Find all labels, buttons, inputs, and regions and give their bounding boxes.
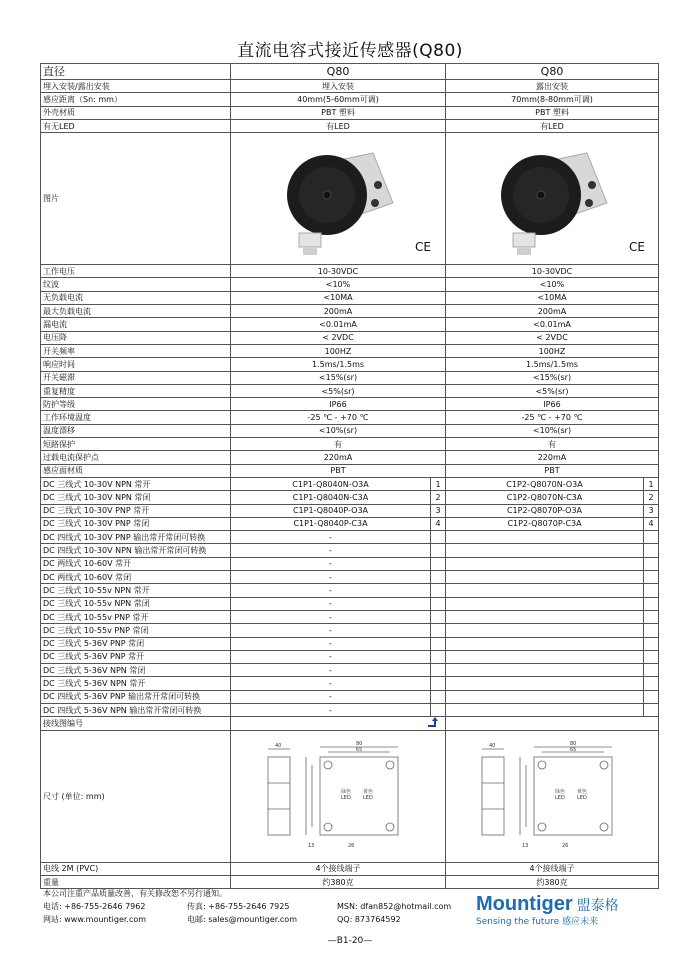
svg-text:绿色: 绿色 — [341, 788, 352, 795]
model-col1: - — [231, 703, 431, 716]
svg-text:65: 65 — [356, 746, 363, 753]
value-col1: PBT — [231, 464, 446, 477]
row-label: DC 两线式 10-60V 常开 — [41, 557, 231, 570]
model-col2 — [446, 664, 644, 677]
row-label: 接线图编号 — [41, 717, 231, 730]
value-col1: <0.01mA — [231, 318, 446, 331]
value-col1: 200mA — [231, 305, 446, 318]
model-col2 — [446, 690, 644, 703]
value-col2: <15%(sr) — [446, 371, 659, 384]
model-row — [41, 664, 659, 677]
ce-mark: CE — [629, 239, 645, 254]
model-row — [41, 637, 659, 650]
ce-mark: CE — [415, 239, 431, 254]
wiring-no-col2 — [644, 544, 659, 557]
model-col2 — [446, 637, 644, 650]
model-col2 — [446, 557, 644, 570]
value-col2: PBT — [446, 464, 659, 477]
value-col1: 4个接线端子 — [231, 862, 446, 875]
wiring-no-col1 — [431, 637, 446, 650]
spec-row — [41, 411, 659, 424]
header-col1: Q80 — [231, 64, 446, 80]
model-col2 — [446, 531, 644, 544]
row-label: 响应时间 — [41, 358, 231, 371]
value-col2: 约380克 — [446, 875, 659, 888]
footer-email[interactable]: 电邮: sales@mountiger.com — [187, 915, 297, 924]
value-col2: <0.01mA — [446, 318, 659, 331]
footer-qq: QQ: 873764592 — [337, 915, 401, 924]
row-label: DC 四线式 10-30V NPN 输出常开常闭可转换 — [41, 544, 231, 557]
row-label: DC 四线式 5-36V NPN 输出常开常闭可转换 — [41, 703, 231, 716]
value-col2: 200mA — [446, 305, 659, 318]
wiring-no-col1: 2 — [431, 491, 446, 504]
value-col1: 100HZ — [231, 344, 446, 357]
value-col1: -25 ℃ - +70 ℃ — [231, 411, 446, 424]
page-number: —B1-20— — [327, 936, 373, 946]
spec-row — [41, 344, 659, 357]
spec-row — [41, 358, 659, 371]
spec-table — [40, 63, 659, 889]
row-label: 工作电压 — [41, 265, 231, 278]
value-col1: 220mA — [231, 451, 446, 464]
wiring-no-col2 — [644, 650, 659, 663]
svg-text:LED: LED — [341, 794, 351, 801]
row-label: 开关频率 — [41, 344, 231, 357]
model-row — [41, 571, 659, 584]
wiring-no-col1 — [431, 624, 446, 637]
page-title: 直流电容式接近传感器(Q80) — [237, 41, 463, 61]
row-label: 开关磁滞 — [41, 371, 231, 384]
svg-text:黄色: 黄色 — [577, 788, 588, 795]
spec-row — [41, 464, 659, 477]
svg-text:LED: LED — [363, 794, 373, 801]
row-label: DC 三线式 5-36V PNP 常开 — [41, 650, 231, 663]
row-label: 温度漂移 — [41, 424, 231, 437]
svg-text:绿色: 绿色 — [555, 788, 566, 795]
model-col1: - — [231, 650, 431, 663]
wiring-no-col1 — [431, 703, 446, 716]
wiring-no-col1 — [431, 584, 446, 597]
value-col2: 1.5ms/1.5ms — [446, 358, 659, 371]
svg-text:80: 80 — [570, 740, 577, 747]
wiring-no-col1 — [431, 677, 446, 690]
wiring-no-col1 — [431, 610, 446, 623]
footer-msn: MSN: dfan852@hotmail.com — [337, 902, 452, 911]
wiring-cell-col1 — [231, 717, 446, 730]
value-col2: PBT 塑料 — [446, 106, 659, 119]
spec-row — [41, 331, 659, 344]
model-row — [41, 491, 659, 504]
spec-row — [41, 451, 659, 464]
row-label: 感应面材质 — [41, 464, 231, 477]
wiring-no-col1 — [431, 557, 446, 570]
wiring-row — [41, 717, 659, 730]
model-col2 — [446, 624, 644, 637]
row-label: 过载电流保护点 — [41, 451, 231, 464]
model-row — [41, 650, 659, 663]
row-label: DC 三线式 10-30V PNP 常闭 — [41, 517, 231, 530]
cable-row — [41, 862, 659, 875]
spec-row — [41, 305, 659, 318]
row-label: DC 三线式 5-36V NPN 常闭 — [41, 664, 231, 677]
model-col1: C1P1-Q8040P-O3A — [231, 504, 431, 517]
value-col2: 100HZ — [446, 344, 659, 357]
model-col2: C1P2-Q8070P-O3A — [446, 504, 644, 517]
model-col2 — [446, 584, 644, 597]
spec-row — [41, 424, 659, 437]
picture-cell — [231, 133, 446, 265]
row-label: DC 三线式 5-36V NPN 常开 — [41, 677, 231, 690]
spec-row — [41, 438, 659, 451]
model-col2 — [446, 544, 644, 557]
header-col2: Q80 — [446, 64, 659, 80]
sensor-photo — [457, 139, 647, 259]
value-col1: 40mm(5-60mm可调) — [231, 93, 446, 106]
brand-cn: 盟泰格 — [576, 898, 619, 914]
value-col1: <15%(sr) — [231, 371, 446, 384]
model-col1: - — [231, 677, 431, 690]
svg-text:13: 13 — [522, 842, 529, 849]
value-col2: 露出安装 — [446, 80, 659, 93]
value-col2: 10-30VDC — [446, 265, 659, 278]
spec-row — [41, 384, 659, 397]
row-label: 纹波 — [41, 278, 231, 291]
row-label: 无负载电流 — [41, 291, 231, 304]
row-label: 防护等级 — [41, 398, 231, 411]
brand-tag-cn: 感应未来 — [562, 917, 599, 927]
value-col1: 埋入安装 — [231, 80, 446, 93]
spec-row — [41, 398, 659, 411]
value-col2: 70mm(8-80mm可调) — [446, 93, 659, 106]
model-col2: C1P2-Q8070N-O3A — [446, 477, 644, 490]
wiring-no-col2 — [644, 557, 659, 570]
svg-text:13: 13 — [308, 842, 315, 849]
wiring-no-col1: 1 — [431, 477, 446, 490]
svg-text:26: 26 — [348, 842, 355, 849]
model-col1: - — [231, 584, 431, 597]
row-label: DC 三线式 10-30V NPN 常开 — [41, 477, 231, 490]
row-label: 图片 — [41, 133, 231, 265]
row-label: DC 三线式 10-30V PNP 常开 — [41, 504, 231, 517]
row-label: DC 四线式 5-36V PNP 输出常开常闭可转换 — [41, 690, 231, 703]
brand-name: Mountiger — [476, 893, 573, 915]
spec-row — [41, 278, 659, 291]
row-label: 电线 2M (PVC) — [41, 862, 231, 875]
value-col1: IP66 — [231, 398, 446, 411]
wiring-no-col2: 2 — [644, 491, 659, 504]
footer-website[interactable]: 网站: www.mountiger.com — [43, 915, 147, 924]
row-label: DC 四线式 10-30V PNP 输出常开常闭可转换 — [41, 531, 231, 544]
model-col1: - — [231, 637, 431, 650]
value-col2: < 2VDC — [446, 331, 659, 344]
row-label: DC 三线式 10-30V NPN 常闭 — [41, 491, 231, 504]
row-label: 埋入安装/露出安装 — [41, 80, 231, 93]
wiring-no-col2 — [644, 531, 659, 544]
svg-text:80: 80 — [356, 740, 363, 747]
model-row — [41, 544, 659, 557]
spec-row — [41, 119, 659, 132]
row-label: DC 两线式 10-60V 常闭 — [41, 571, 231, 584]
dimension-drawing — [248, 735, 428, 855]
wiring-no-col2 — [644, 597, 659, 610]
wiring-no-col2 — [644, 637, 659, 650]
brand-logo — [476, 893, 619, 927]
spec-row — [41, 80, 659, 93]
row-label: 重复精度 — [41, 384, 231, 397]
header-label: 直径 — [41, 64, 231, 80]
row-label: 短路保护 — [41, 438, 231, 451]
value-col2: 有 — [446, 438, 659, 451]
model-row — [41, 703, 659, 716]
dimension-drawing — [462, 735, 642, 855]
value-col2: <5%(sr) — [446, 384, 659, 397]
spec-row — [41, 291, 659, 304]
model-col2 — [446, 703, 644, 716]
spec-row — [41, 265, 659, 278]
wiring-no-col1 — [431, 664, 446, 677]
model-col2 — [446, 610, 644, 623]
value-col2: 有LED — [446, 119, 659, 132]
model-col1: - — [231, 597, 431, 610]
value-col1: <10% — [231, 278, 446, 291]
model-col1: - — [231, 544, 431, 557]
row-label: 漏电流 — [41, 318, 231, 331]
model-row — [41, 624, 659, 637]
model-col2 — [446, 650, 644, 663]
svg-text:40: 40 — [489, 742, 496, 749]
value-col2: 4个接线端子 — [446, 862, 659, 875]
wiring-no-col2 — [644, 610, 659, 623]
dimension-row — [41, 730, 659, 862]
footer-notice: 本公司注重产品质量改善，有关修改恕不另行通知。 — [43, 889, 227, 898]
value-col2: <10% — [446, 278, 659, 291]
wiring-no-col2: 1 — [644, 477, 659, 490]
spec-row — [41, 371, 659, 384]
model-col1: C1P1-Q8040N-O3A — [231, 477, 431, 490]
row-label: DC 三线式 5-36V PNP 常闭 — [41, 637, 231, 650]
value-col1: 1.5ms/1.5ms — [231, 358, 446, 371]
model-col1: - — [231, 624, 431, 637]
row-label: DC 三线式 10-55v NPN 常开 — [41, 584, 231, 597]
svg-text:LED: LED — [577, 794, 587, 801]
value-col1: <5%(sr) — [231, 384, 446, 397]
model-col1: - — [231, 664, 431, 677]
spec-row — [41, 106, 659, 119]
picture-cell — [446, 133, 659, 265]
wiring-no-col2 — [644, 677, 659, 690]
svg-text:26: 26 — [562, 842, 569, 849]
model-col2: C1P2-Q8070N-C3A — [446, 491, 644, 504]
value-col1: <10MA — [231, 291, 446, 304]
footer-fax: 传真: +86-755-2646 7925 — [187, 902, 290, 911]
value-col1: PBT 塑料 — [231, 106, 446, 119]
row-label: DC 三线式 10-55v PNP 常闭 — [41, 624, 231, 637]
model-col2 — [446, 571, 644, 584]
wiring-no-col2 — [644, 690, 659, 703]
row-label: 外壳材质 — [41, 106, 231, 119]
value-col1: 有 — [231, 438, 446, 451]
model-row — [41, 531, 659, 544]
model-col1: - — [231, 557, 431, 570]
wiring-no-col2 — [644, 571, 659, 584]
model-col1: C1P1-Q8040P-C3A — [231, 517, 431, 530]
header-row — [41, 64, 659, 80]
value-col1: 10-30VDC — [231, 265, 446, 278]
value-col1: 有LED — [231, 119, 446, 132]
value-col1: 约380克 — [231, 875, 446, 888]
spec-row — [41, 93, 659, 106]
wiring-no-col2: 3 — [644, 504, 659, 517]
footer — [43, 887, 451, 926]
wiring-no-col2: 4 — [644, 517, 659, 530]
model-row — [41, 584, 659, 597]
value-col2: 220mA — [446, 451, 659, 464]
value-col2: IP66 — [446, 398, 659, 411]
model-col1: - — [231, 610, 431, 623]
row-label: 有无LED — [41, 119, 231, 132]
wiring-no-col1 — [431, 597, 446, 610]
svg-text:40: 40 — [275, 742, 282, 749]
wiring-cell-col2 — [446, 717, 659, 730]
row-label: 最大负载电流 — [41, 305, 231, 318]
footer-tel: 电话: +86-755-2646 7962 — [43, 902, 146, 911]
dimension-cell — [231, 730, 446, 862]
model-col2: C1P2-Q8070P-C3A — [446, 517, 644, 530]
value-col1: <10%(sr) — [231, 424, 446, 437]
wiring-no-col1: 4 — [431, 517, 446, 530]
model-row — [41, 690, 659, 703]
spec-row — [41, 318, 659, 331]
svg-text:黄色: 黄色 — [363, 788, 374, 795]
wiring-no-col1 — [431, 571, 446, 584]
wiring-no-col1 — [431, 690, 446, 703]
wiring-no-col1 — [431, 531, 446, 544]
value-col1: < 2VDC — [231, 331, 446, 344]
value-col2: -25 ℃ - +70 ℃ — [446, 411, 659, 424]
wiring-no-col1 — [431, 544, 446, 557]
row-label: 重量 — [41, 875, 231, 888]
model-col2 — [446, 597, 644, 610]
svg-text:65: 65 — [570, 746, 577, 753]
model-row — [41, 477, 659, 490]
brand-tagline: Sensing the future — [476, 917, 560, 927]
wiring-no-col1: 3 — [431, 504, 446, 517]
model-col1: C1P1-Q8040N-C3A — [231, 491, 431, 504]
model-row — [41, 610, 659, 623]
row-label: DC 三线式 10-55v PNP 常开 — [41, 610, 231, 623]
dimension-cell — [446, 730, 659, 862]
wiring-no-col2 — [644, 664, 659, 677]
model-col1: - — [231, 531, 431, 544]
wiring-no-col2 — [644, 703, 659, 716]
value-col2: <10%(sr) — [446, 424, 659, 437]
model-row — [41, 557, 659, 570]
row-label: 感应距离（Sn: mm） — [41, 93, 231, 106]
model-col1: - — [231, 690, 431, 703]
model-row — [41, 517, 659, 530]
row-label: DC 三线式 10-55v NPN 常闭 — [41, 597, 231, 610]
row-label: 电压降 — [41, 331, 231, 344]
row-label: 尺寸 (单位: mm) — [41, 730, 231, 862]
wiring-no-col2 — [644, 624, 659, 637]
arrow-up-icon — [427, 717, 439, 728]
model-col1: - — [231, 571, 431, 584]
svg-text:LED: LED — [555, 794, 565, 801]
model-col2 — [446, 677, 644, 690]
wiring-no-col1 — [431, 650, 446, 663]
value-col2: <10MA — [446, 291, 659, 304]
model-row — [41, 504, 659, 517]
picture-row — [41, 133, 659, 265]
row-label: 工作环境温度 — [41, 411, 231, 424]
sensor-photo — [243, 139, 433, 259]
model-row — [41, 597, 659, 610]
model-row — [41, 677, 659, 690]
wiring-no-col2 — [644, 584, 659, 597]
